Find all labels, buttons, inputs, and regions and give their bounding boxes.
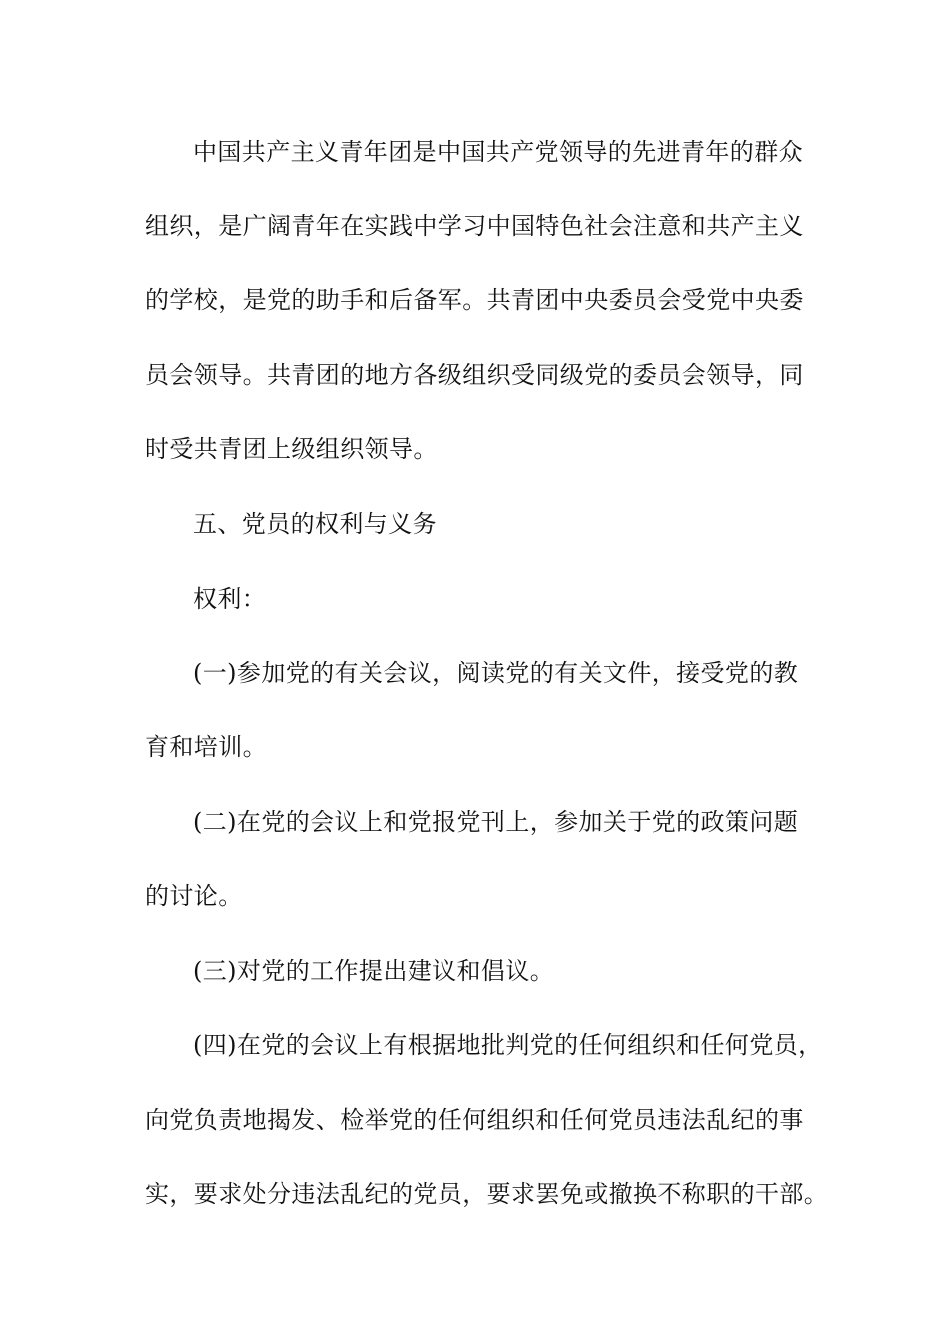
section-heading: 五、党员的权利与义务 [193, 510, 437, 538]
right-item-1-line-2: 育和培训。 [145, 733, 267, 761]
paragraph-line-2: 组织，是广阔青年在实践中学习中国特色社会注意和共产主义 [145, 212, 804, 240]
right-item-2-line-2: 的讨论。 [145, 882, 243, 910]
rights-label: 权利： [193, 585, 267, 613]
paragraph-line-1: 中国共产主义青年团是中国共产党领导的先进青年的群众 [193, 138, 803, 166]
paragraph-line-5: 时受共青团上级组织领导。 [145, 435, 438, 463]
right-item-4-line-2: 向党负责地揭发、检举党的任何组织和任何党员违法乱纪的事 [145, 1106, 804, 1134]
right-item-2-line-1: (二)在党的会议上和党报党刊上，参加关于党的政策问题 [193, 808, 799, 836]
right-item-4-line-3: 实，要求处分违法乱纪的党员，要求罢免或撤换不称职的干部。 [145, 1180, 829, 1208]
right-item-1-line-1: (一)参加党的有关会议，阅读党的有关文件，接受党的教 [193, 659, 799, 687]
paragraph-line-3: 的学校，是党的助手和后备军。共青团中央委员会受党中央委 [145, 286, 804, 314]
paragraph-line-4: 员会领导。共青团的地方各级组织受同级党的委员会领导，同 [145, 361, 804, 389]
right-item-3: (三)对党的工作提出建议和倡议。 [193, 957, 555, 985]
right-item-4-line-1: (四)在党的会议上有根据地批判党的任何组织和任何党员， [193, 1031, 823, 1059]
